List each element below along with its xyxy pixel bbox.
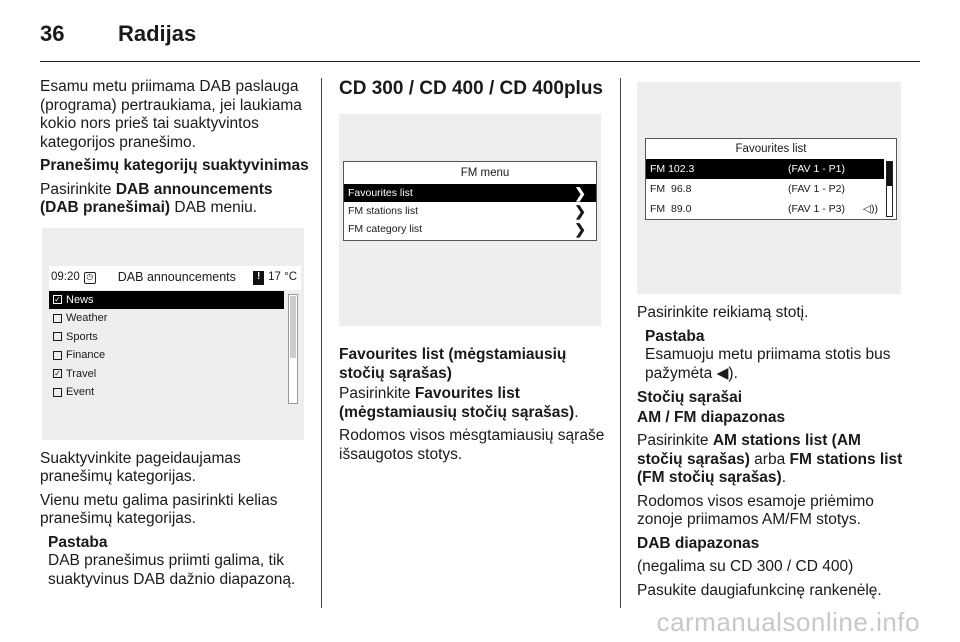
fm-menu-screenshot xyxy=(339,114,601,326)
dab-category-item[interactable] xyxy=(49,365,284,384)
scrollbar-thumb xyxy=(887,162,892,186)
dab-category-item[interactable] xyxy=(49,291,284,310)
column-1 xyxy=(40,78,312,589)
clock-icon: ◷ xyxy=(84,272,96,284)
checkbox-icon[interactable] xyxy=(53,314,62,323)
dab-category-label: News xyxy=(66,293,94,306)
section-heading: Stočių sąrašai xyxy=(637,389,743,406)
section-heading: DAB diapazonas xyxy=(637,534,760,552)
dab-screen-title: DAB announcements xyxy=(117,270,236,285)
note-title: Pastaba xyxy=(645,327,705,345)
chevron-right-icon: ❯ xyxy=(574,184,586,201)
paragraph: Rodomos visos esamoje priėmimo zonoje priimamos AM/FM stotys. xyxy=(637,492,874,528)
dab-category-item[interactable] xyxy=(49,309,284,328)
page-header xyxy=(40,14,196,54)
page-number: 36 xyxy=(40,21,65,46)
favourite-station-row[interactable] xyxy=(646,179,884,199)
section-heading: AM / FM diapazonas xyxy=(637,408,786,426)
temperature: 17 °C xyxy=(268,271,297,284)
dab-category-item[interactable] xyxy=(49,346,284,365)
fm-menu-screen xyxy=(343,161,597,241)
note-block xyxy=(40,534,312,590)
favourite-slot: (FAV 1 - P1) xyxy=(788,162,845,175)
checkbox-icon[interactable] xyxy=(53,332,62,341)
speaker-icon: ◁)) xyxy=(862,202,878,215)
instruction-paragraph: Pasirinkite DAB announcements (DAB pranešimai) DAB meniu. xyxy=(40,180,273,216)
chapter-title: Radijas xyxy=(118,21,197,46)
favourite-slot: (FAV 1 - P3) xyxy=(788,202,845,215)
section-title: CD 300 / CD 400 / CD 400plus xyxy=(339,78,603,99)
menu-reference: FM stations list (FM stočių sąrašas) xyxy=(637,450,903,486)
checkbox-icon[interactable] xyxy=(53,388,62,397)
dab-category-label: Travel xyxy=(66,367,97,380)
sub-heading: Favourites list (mėgstamiausių stočių sąrašas) xyxy=(339,346,567,382)
chevron-right-icon: ❯ xyxy=(574,220,586,237)
paragraph: Pasirinkite reikiamą stotį. xyxy=(637,304,809,321)
note-text: DAB pranešimus priimti galima, tik suaktyvinus DAB dažnio diapazoną. xyxy=(48,552,296,588)
menu-reference: AM stations list (AM stočių sąrašas) xyxy=(637,432,861,468)
favourites-screen xyxy=(645,138,897,220)
favourites-title: Favourites list xyxy=(735,143,807,155)
dab-category-list xyxy=(49,291,284,402)
header-divider xyxy=(40,61,920,62)
dab-category-label: Weather xyxy=(66,312,108,324)
dab-category-label: Sports xyxy=(66,330,98,343)
favourite-slot: (FAV 1 - P2) xyxy=(788,182,845,195)
instruction-paragraph: Pasirinkite AM stations list (AM stočių sąrašas) arba FM stations list (FM stočių sąrašas). xyxy=(637,432,903,486)
clock-time: 09:20 xyxy=(51,271,80,284)
column-divider xyxy=(620,78,621,608)
column-2 xyxy=(339,78,609,469)
favourite-station-row[interactable] xyxy=(646,199,884,219)
intro-paragraph: Esamu metu priimama DAB paslauga (programa) pertraukiama, jei laukiama kokio nors prieš tai suaktyvintos kategorijos pranešimo. xyxy=(40,78,302,151)
thermometer-icon: ! xyxy=(253,271,264,285)
column-divider xyxy=(321,78,322,608)
dab-announcements-screenshot xyxy=(42,228,304,440)
station-frequency: FM 102.3 xyxy=(650,162,695,175)
fm-menu-title: FM menu xyxy=(460,167,510,179)
favourite-station-row[interactable] xyxy=(646,159,884,179)
fm-menu-item-label: FM stations list xyxy=(348,204,419,217)
checked-checkbox-icon[interactable]: ✓ xyxy=(54,369,61,379)
checked-checkbox-icon[interactable]: ✓ xyxy=(54,295,61,305)
dab-category-item[interactable] xyxy=(49,328,284,347)
note-title: Pastaba xyxy=(48,533,108,551)
fm-menu-item[interactable] xyxy=(344,202,596,220)
fm-menu-item-label: FM category list xyxy=(348,222,423,235)
station-frequency: FM 96.8 xyxy=(650,182,692,195)
paragraph: Rodomos visos mėsgtamiausių sąraše išsaugotos stotys. xyxy=(339,427,605,463)
fm-menu-item[interactable] xyxy=(344,184,596,202)
paragraph: Vienu metu galima pasirinkti kelias pranešimų kategorijas. xyxy=(40,491,278,527)
instruction-paragraph: Pasirinkite Favourites list (mėgstamiausių stočių sąrašas). xyxy=(339,385,579,421)
watermark: carmanualsonline.info xyxy=(656,607,920,637)
chevron-right-icon: ❯ xyxy=(574,202,586,219)
note-block xyxy=(637,328,907,384)
fm-menu-list xyxy=(344,184,596,238)
checkbox-icon[interactable] xyxy=(53,351,62,360)
fm-menu-item[interactable] xyxy=(344,220,596,238)
section-heading: Pranešimų kategorijų suaktyvinimas xyxy=(40,157,309,174)
paragraph: Suaktyvinkite pageidaujamas pranešimų kategorijas. xyxy=(40,449,241,485)
column-3 xyxy=(637,78,907,605)
menu-reference: DAB announcements (DAB pranešimai) xyxy=(40,180,273,216)
scrollbar-thumb xyxy=(290,296,296,358)
dab-status-bar xyxy=(49,266,301,290)
station-frequency: FM 89.0 xyxy=(650,202,692,215)
dab-category-label: Finance xyxy=(66,349,106,361)
dab-category-label: Event xyxy=(66,386,95,398)
dab-category-item[interactable] xyxy=(49,383,284,402)
favourites-list xyxy=(646,159,896,219)
paragraph: (negalima su CD 300 / CD 400) xyxy=(637,558,854,575)
favourites-list-screenshot xyxy=(637,82,901,294)
fm-menu-item-label: Favourites list xyxy=(348,186,413,199)
note-text: Esamuoju metu priimama stotis bus pažymėta ◀). xyxy=(645,346,891,382)
scrollbar xyxy=(886,161,893,217)
scrollbar xyxy=(288,294,298,404)
paragraph: Pasukite daugiafunkcinę rankenėlę. xyxy=(637,581,882,599)
menu-reference: Favourites list (mėgstamiausių stočių sąrašas) xyxy=(339,385,575,421)
